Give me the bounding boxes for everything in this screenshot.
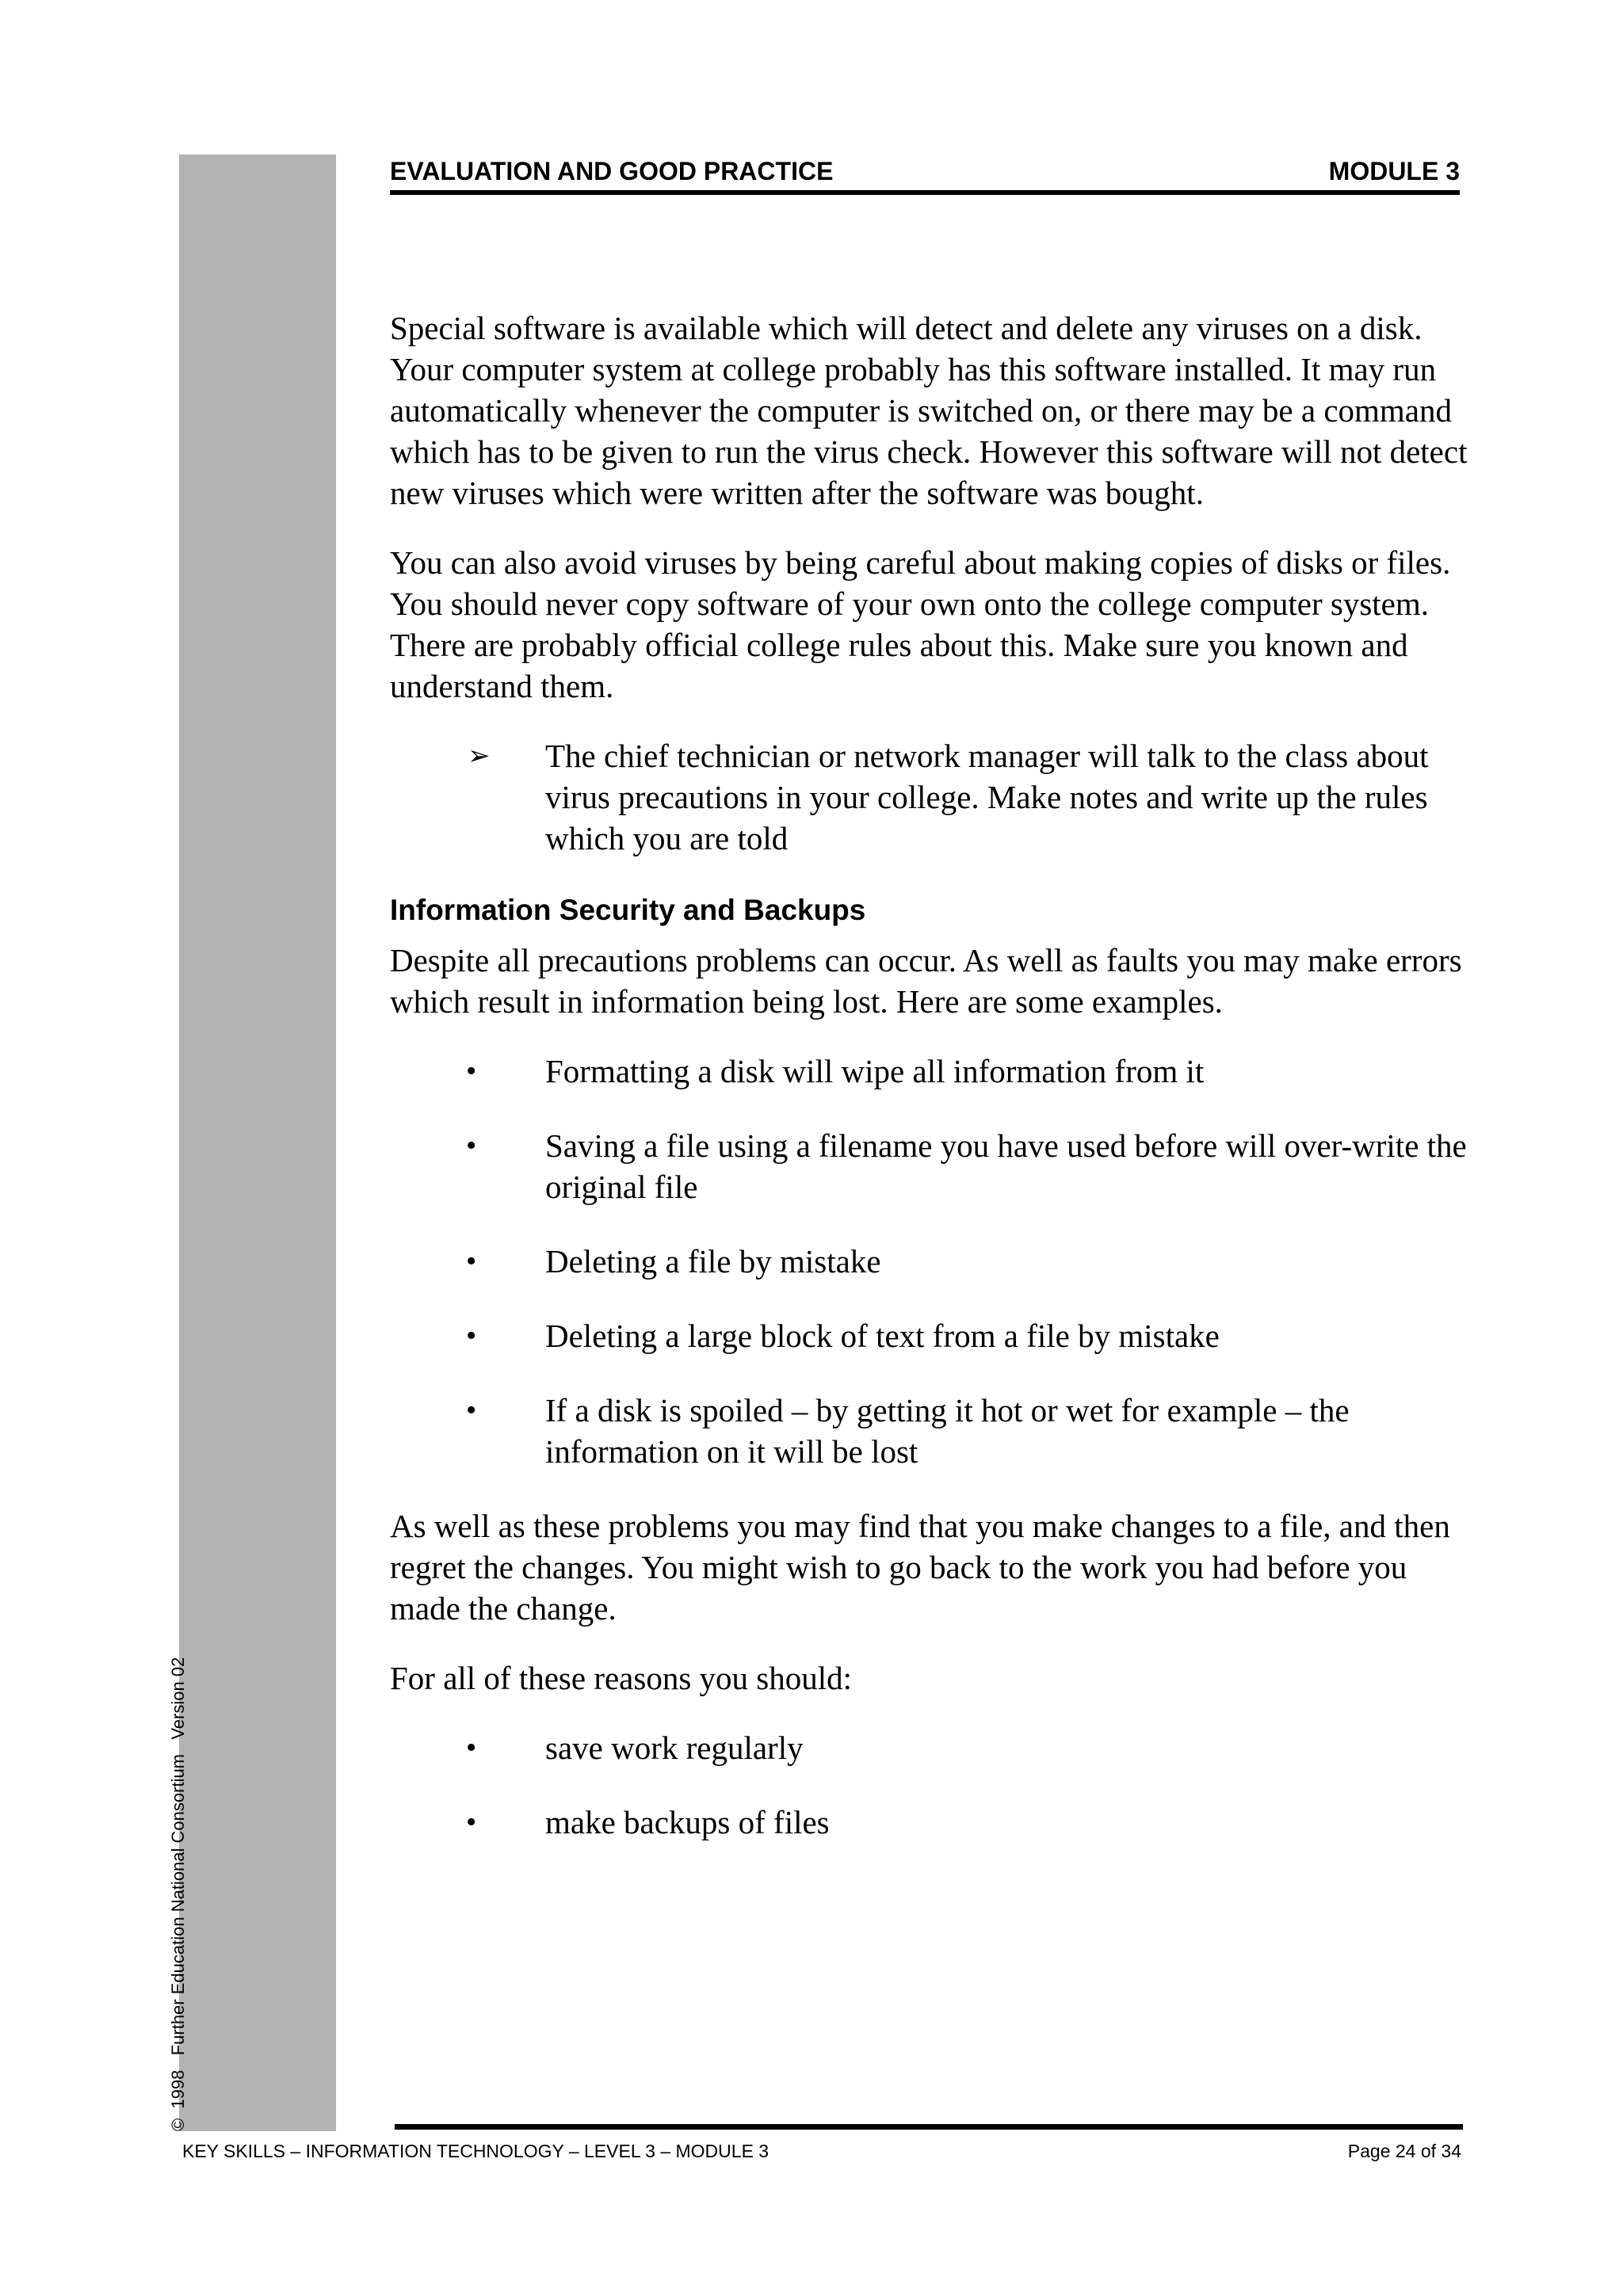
footer-rule	[395, 2124, 1463, 2130]
footer-course-title: KEY SKILLS – INFORMATION TECHNOLOGY – LEVEL 3 – MODULE 3	[182, 2141, 769, 2161]
paragraph-regret-changes: As well as these problems you may find that you make changes to a file, and then regret the changes. You might wish to go back to the work you had before you made the change.	[390, 1508, 1450, 1627]
arrow-bullet-icon: ➢	[468, 740, 491, 772]
list-item	[390, 1390, 1468, 1472]
bullet-icon: •	[466, 1806, 477, 1839]
list-item-text: If a disk is spoiled – by getting it hot or wet for example – the information on it will be lost	[545, 1392, 1350, 1470]
list-item	[390, 1727, 1468, 1768]
list-item-text: Saving a file using a filename you have used before will over-write the original file	[545, 1127, 1467, 1205]
list-item	[390, 1315, 1468, 1356]
bullet-icon: •	[466, 1245, 477, 1278]
paragraph-reasons: For all of these reasons you should:	[390, 1660, 853, 1696]
task-text: The chief technician or network manager will talk to the class about virus precautions in your college. Make notes and write up the rules which you are told	[545, 738, 1429, 856]
bullet-icon: •	[466, 1731, 477, 1764]
bullet-icon: •	[466, 1129, 477, 1162]
bullet-icon: •	[466, 1055, 477, 1088]
header-module: MODULE 3	[1328, 157, 1460, 185]
bullet-icon: •	[466, 1319, 477, 1352]
copyright-side-note: © 1998 Further Education National Consortium Version 02	[168, 1657, 188, 2131]
list-item-text: Deleting a file by mistake	[545, 1243, 881, 1280]
header-title: EVALUATION AND GOOD PRACTICE	[390, 157, 834, 185]
list-item	[390, 1241, 1468, 1282]
list-item	[390, 1802, 1468, 1843]
list-item	[390, 1051, 1468, 1092]
margin-gray-bar	[179, 154, 336, 2131]
page-header	[390, 155, 1460, 195]
list-item-text: make backups of files	[545, 1804, 830, 1840]
list-item-text: Deleting a large block of text from a file by mistake	[545, 1318, 1220, 1354]
list-item-text: Formatting a disk will wipe all information from it	[545, 1053, 1205, 1089]
page-number: Page 24 of 34	[1347, 2141, 1461, 2161]
section-heading: Information Security and Backups	[390, 894, 866, 926]
bullet-icon: •	[466, 1394, 477, 1427]
list-item	[390, 1125, 1468, 1207]
paragraph-avoid-viruses: You can also avoid viruses by being careful about making copies of disks or files. You should never copy software of your own onto the college computer system. There are probably official college rules about this. Make sure you known and understand them.	[390, 544, 1451, 704]
paragraph-precautions: Despite all precautions problems can occur. As well as faults you may make errors which result in information being lost. Here are some examples.	[390, 942, 1462, 1020]
list-item-text: save work regularly	[545, 1730, 804, 1766]
paragraph-virus-software: Special software is available which will detect and delete any viruses on a disk. Your computer system at college probably has this software installed. It may run automatically whenever the computer is switched on, or there may be a command which has to be given to run the virus check. However this software will not detect new viruses which were written after the software was bought.	[390, 310, 1468, 511]
page-content	[390, 307, 1468, 1876]
task-item	[390, 735, 1468, 859]
